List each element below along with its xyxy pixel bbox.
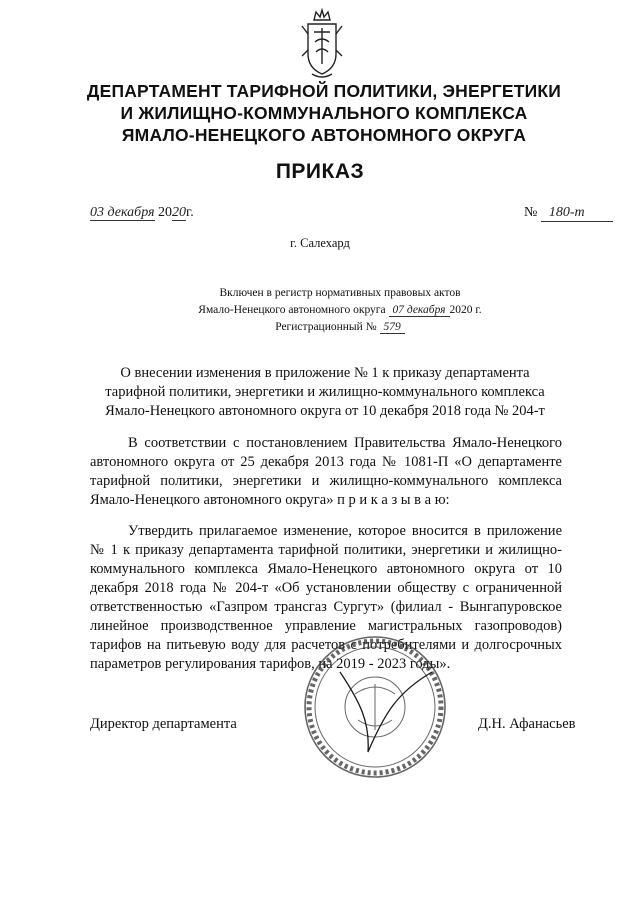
- registration-number-handwritten: 579: [380, 321, 405, 334]
- department-name-line-3: ЯМАЛО-НЕНЕЦКОГО АВТОНОМНОГО ОКРУГА: [121, 125, 527, 145]
- coat-of-arms-icon: [296, 6, 348, 82]
- department-name-line-1: ДЕПАРТАМЕНТ ТАРИФНОЙ ПОЛИТИКИ, ЭНЕРГЕТИКИ: [86, 81, 562, 101]
- order-number-handwritten: 180-т: [541, 205, 613, 222]
- city: г. Салехард: [290, 236, 350, 250]
- registration-line-1: Включен в регистр нормативных правовых актов: [219, 287, 461, 299]
- registration-stamp: [160, 285, 520, 336]
- registration-line-3: Регистрационный № 579: [160, 319, 520, 336]
- order-title: ПРИКАЗ: [275, 160, 365, 183]
- order-date: [90, 205, 194, 221]
- order-year-suffix: г.: [186, 205, 194, 220]
- body-paragraph-2: Утвердить прилагаемое изменение, которое вносится в приложение № 1 к приказу департамента тарифной политики, энергетики и жилищно-коммунального комплекса Ямало-Ненецкого автономного округа от 10 декабря 2018 года № 204-т «Об установлении обществу с ограниченной ответственностью «Газпром трансгаз Сургут» (филиал - Вынгапуровское линейное производственное управление магистральных газопроводов) тарифов на питьевую воду для расчетов с потребителями и долгосрочных параметров регулирования тарифов, на 2019 - 2023 годы».: [90, 523, 562, 672]
- order-subject: О внесении изменения в приложение № 1 к приказу департамента тарифной политики, энергетики и жилищно-коммунального комплекса Ямало-Ненецкого автономного округа от 10 декабря 2018 года № 204-т: [105, 365, 545, 419]
- order-year-prefix: 20: [158, 205, 173, 220]
- order-date-handwritten: 03 декабря: [90, 205, 155, 220]
- order-number: [524, 205, 613, 222]
- signatory-position: Директор департамента: [90, 716, 237, 732]
- body-paragraph-1: В соответствии с постановлением Правительства Ямало-Ненецкого автономного округа от 25 декабря 2013 года № 1081-П «О департаменте тарифной политики, энергетики и жилищно-коммунального комплекса Ямало-Ненецкого автономного округа» п р и к а з ы в а ю:: [90, 435, 562, 508]
- registration-date-handwritten: 07 декабря: [389, 304, 450, 317]
- signatory-name: Д.Н. Афанасьев: [478, 716, 576, 732]
- order-year-handwritten: 20: [172, 205, 187, 220]
- department-name-line-2: И ЖИЛИЩНО-КОММУНАЛЬНОГО КОМПЛЕКСА: [120, 103, 528, 123]
- registration-line-2: Ямало-Ненецкого автономного округа 07 декабря 2020 г.: [198, 304, 482, 316]
- order-number-prefix: №: [524, 205, 538, 220]
